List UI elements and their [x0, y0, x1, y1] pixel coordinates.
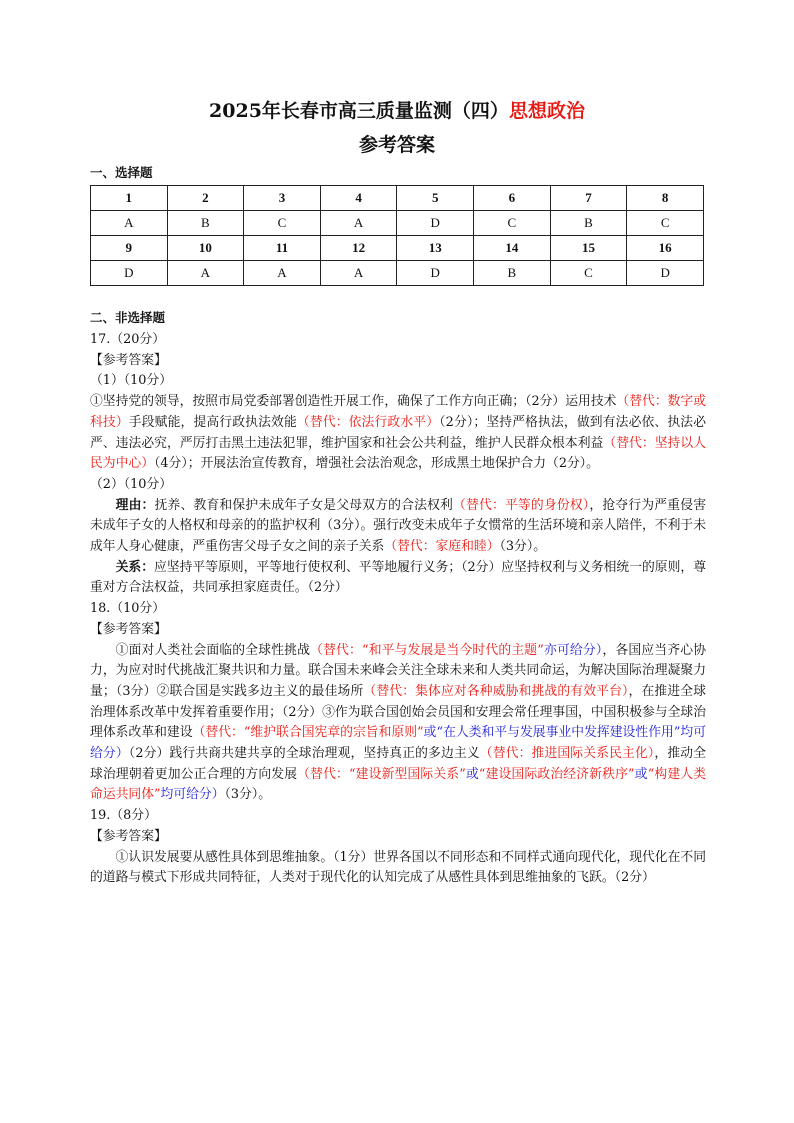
table-cell: 6 — [474, 186, 551, 211]
answer-body — [90, 330, 706, 889]
title-subject: 思想政治 — [508, 100, 585, 122]
grading-note: 或 — [465, 766, 479, 782]
answer-text: 抚养、教育和保护未成年子女是父母双方的合法权利 — [154, 497, 454, 513]
grading-note: 均可给分） — [90, 725, 707, 762]
table-cell: 13 — [397, 236, 474, 261]
q18-heading: 18.（10分） — [90, 601, 166, 617]
page-subtitle: 参考答案 — [358, 134, 435, 156]
table-row — [91, 236, 704, 261]
answer-text: 手段赋能，提高行政执法效能 — [128, 414, 297, 430]
table-cell: D — [397, 261, 474, 286]
q17-heading: 17.（20分） — [90, 332, 166, 347]
grading-note: 均可给分） — [160, 787, 225, 803]
answer-text: ，在推进全球治理体系改革中发挥着重要作用；（2分）③作为联合国创始会员国和安理会常任理事国，中国积极参与全球治理体系改革和建设 — [90, 683, 706, 741]
table-cell: D — [397, 211, 474, 236]
table-cell: 2 — [167, 186, 244, 211]
table-cell: D — [91, 261, 168, 286]
answer-text: （3分）。 — [224, 787, 272, 803]
alternative-note: “构建人类命运共同体” — [90, 766, 707, 803]
table-cell: A — [91, 211, 168, 236]
q18-answer — [90, 641, 706, 807]
q18-ref-label: 【参考答案】 — [90, 621, 167, 637]
answer-text: ，各国应当齐心协力，为应对时代挑战汇聚共识和力量。联合国未来峰会关注全球未来和人类共同命运，为解决国际治理凝聚力量；（3分）②联合国是实践多边主义的最佳场所 — [90, 642, 706, 699]
table-cell: A — [320, 261, 397, 286]
answer-text: （4分）；开展法治宣传教育，增强社会法治观念，形成黑土地保护合力（2分）。 — [153, 456, 599, 472]
table-cell: A — [167, 261, 244, 286]
page-title — [0, 98, 794, 124]
section-nonchoice-heading: 二、非选择题 — [90, 310, 166, 325]
table-cell: 1 — [91, 186, 168, 211]
table-cell: 4 — [320, 186, 397, 211]
relation-label: 关系： — [115, 559, 154, 575]
table-cell: 5 — [397, 186, 474, 211]
q17-ref-label: 【参考答案】 — [90, 352, 167, 368]
table-row — [91, 211, 704, 236]
answer-text: 应坚持平等原则，平等地行使权利、平等地履行义务；（2分）应坚持权利与义务相统一的原则，尊重对方合法权益，共同承担家庭责任。（2分） — [90, 559, 706, 596]
q17-part2-reason — [90, 496, 706, 558]
table-cell: C — [474, 211, 551, 236]
table-row — [91, 261, 704, 286]
alternative-note: “建设国际政治经济新秩序” — [478, 766, 635, 782]
q17-part2-heading: （2）（10分） — [90, 476, 173, 492]
table-cell: A — [244, 261, 321, 286]
q17-part1-answer — [90, 392, 706, 475]
table-cell: B — [550, 211, 627, 236]
alternative-note: （替代：“建设新型国际关系” — [297, 766, 466, 782]
answer-text: ，推动全球治理朝着更加公正合理的方向发展 — [90, 746, 707, 782]
table-cell: 7 — [550, 186, 627, 211]
answer-text: （2分）践行共商共建共享的全球治理观，坚持真正的多边主义 — [128, 746, 480, 762]
table-cell: B — [167, 211, 244, 236]
alternative-note: （替代：“和平与发展是当今时代的主题” — [310, 642, 544, 658]
table-cell: 11 — [244, 236, 321, 261]
alternative-note: （替代：坚持以人民为中心） — [90, 435, 707, 472]
alternative-note: （替代：数字或科技） — [90, 394, 706, 430]
alternative-note: （替代：推进国际关系民主化） — [479, 746, 655, 762]
choice-answer-table — [90, 185, 704, 286]
q17-part1-heading: （1）（10分） — [90, 373, 173, 389]
answer-text: ①坚持党的领导，按照市局党委部署创造性开展工作，确保了工作方向正确；（2分）运用技术 — [90, 394, 617, 410]
grading-note: 或 — [423, 725, 437, 741]
table-cell: 15 — [550, 236, 627, 261]
reason-label: 理由： — [115, 497, 155, 513]
q19-heading: 19.（8分） — [90, 808, 157, 824]
answer-text: （2分）；坚持严格执法，做到有法必依、执法必严、违法必究，严厉打击黑土违法犯罪，维护国家和社会公共利益，维护人民群众根本利益 — [90, 414, 707, 451]
title-main: 2025年长春市高三质量监测（四） — [209, 100, 509, 122]
answer-text: （3分）。 — [499, 539, 547, 555]
table-cell: D — [627, 261, 704, 286]
table-cell: 3 — [244, 186, 321, 211]
table-cell: C — [627, 211, 704, 236]
table-cell: 10 — [167, 236, 244, 261]
alternative-note: （替代：依法行政水平） — [296, 414, 440, 430]
answer-text: ①面对人类社会面临的全球性挑战 — [115, 642, 311, 658]
grading-note: “在人类和平与发展事业中发挥建设性作用” — [436, 725, 681, 741]
table-cell: B — [474, 261, 551, 286]
table-cell: 8 — [627, 186, 704, 211]
answer-text: ，抢夺行为严重侵害未成年子女的人格权和母亲的的监护权利（3分）。强行改变未成年子女惯常的生活环境和亲人陪伴，不利于未成年人身心健康，严重伤害父母子女之间的亲子关系 — [90, 497, 707, 555]
alternative-note: （替代：平等的身份权） — [453, 497, 590, 513]
grading-note: 亦可给分） — [543, 642, 603, 658]
alternative-note: （替代：集体应对各种威胁和挑战的有效平台） — [363, 683, 629, 699]
q17-part2-relation — [90, 558, 706, 599]
alternative-note: （替代：家庭和睦） — [384, 539, 500, 555]
table-cell: C — [550, 261, 627, 286]
table-cell: 9 — [91, 236, 168, 261]
table-cell: 16 — [627, 236, 704, 261]
grading-note: 或 — [634, 766, 648, 782]
table-cell: A — [320, 211, 397, 236]
alternative-note: （替代：“维护联合国宪章的宗旨和原则” — [192, 725, 424, 741]
table-row — [91, 186, 704, 211]
table-cell: C — [244, 211, 321, 236]
section-choice-heading: 一、选择题 — [90, 165, 153, 180]
q19-answer: ①认识发展要从感性具体到思维抽象。（1分）世界各国以不同形态和不同样式通向现代化，现代化在不同的道路与模式下形成共同特征，人类对于现代化的认知完成了从感性具体到思维抽象的飞跃。（2分） — [90, 849, 706, 886]
table-cell: 12 — [320, 236, 397, 261]
q19-ref-label: 【参考答案】 — [90, 828, 167, 844]
table-cell: 14 — [474, 236, 551, 261]
